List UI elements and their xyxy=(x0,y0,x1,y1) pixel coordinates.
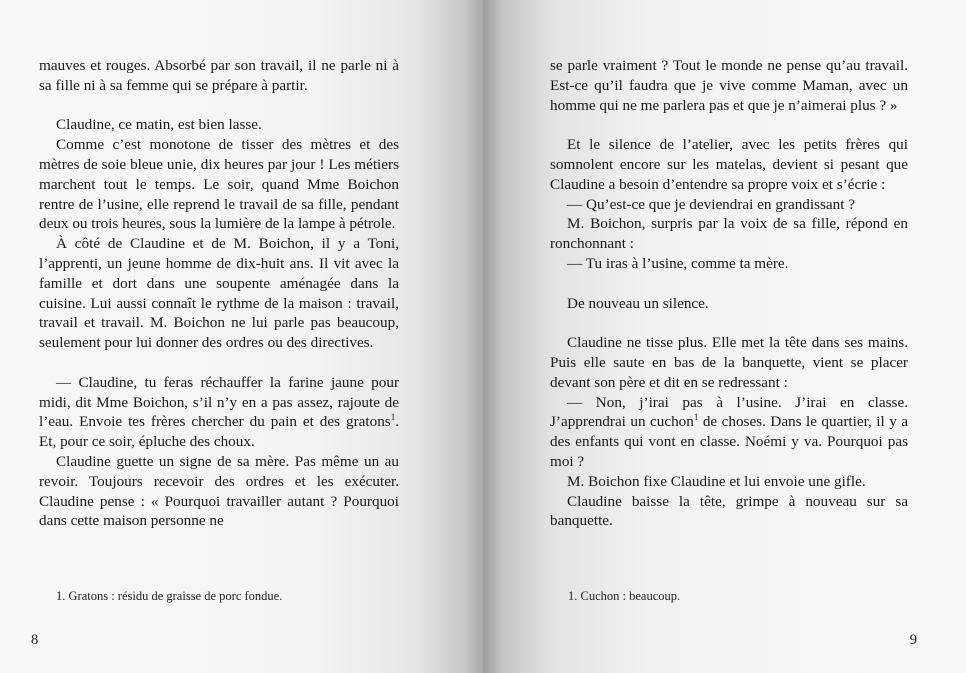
footnote: 1. Cuchon : beaucoup. xyxy=(568,589,681,603)
paragraph: Et le silence de l’atelier, avec les petits frères qui somnolent encore sur les matelas, devient si pesant que Claudine a besoin d’entendre sa propre voix et s’écrie : xyxy=(550,136,908,193)
paragraph-text: de choses. Dans le quartier, il y a des enfants qui vont en classe. Noémi y va. Pourquoi pas moi ? xyxy=(550,413,908,470)
paragraph: — Tu iras à l’usine, comme ta mère. xyxy=(567,254,789,272)
paragraph: Comme c’est monotone de tisser des mètres et des mètres de soie bleue unie, dix heures par jour ! Les métiers marchent tout le temps. Le soir, quand Mme Boichon rentre de l’usine, elle reprend le travail de sa fille, pendant deux ou trois heures, sous la lumière de la lampe à pétrole. xyxy=(39,136,399,233)
paragraph: M. Boichon fixe Claudine et lui envoie une gifle. xyxy=(567,472,866,490)
paragraph: De nouveau un silence. xyxy=(567,294,709,312)
right-page-text xyxy=(550,56,908,531)
paragraph: À côté de Claudine et de M. Boichon, il y a Toni, l’apprenti, un jeune homme de dix-huit ans. Il vit avec la famille et dort dans une soupente aménagée dans la cuisine. Lui aussi connaît le rythme de la maison : travail, travail et travail. M. Boichon ne lui parle pas beaucoup, seulement pour lui donner des ordres ou des directives. xyxy=(39,235,399,352)
paragraph: Claudine baisse la tête, grimpe à nouveau sur sa banquette. xyxy=(550,492,908,530)
paragraph: mauves et rouges. Absorbé par son travail, il ne parle ni à sa fille ni à sa femme qui se prépare à partir. xyxy=(39,57,399,94)
paragraph: Claudine guette un signe de sa mère. Pas même un au revoir. Toujours recevoir des ordres et les exécuter. Claudine pense : « Pourquoi travailler autant ? Pourquoi dans cette maison personne ne xyxy=(39,452,399,530)
paragraph-text: . Et, pour ce soir, épluche des choux. xyxy=(39,413,399,451)
page-number: 8 xyxy=(31,632,39,648)
paragraph: M. Boichon, surpris par la voix de sa fille, répond en ronchonnant : xyxy=(550,215,908,253)
paragraph-text: — Non, j’irai pas à l’usine. J’irai en classe. J’apprendrai un cuchon xyxy=(550,393,908,431)
paragraph: se parle vraiment ? Tout le monde ne pense qu’au travail. Est-ce qu’il faudra que je vive comme Maman, avec un homme qui ne me parlera pas et que je n’aimerai plus ? » xyxy=(550,57,908,114)
page-number: 9 xyxy=(909,632,917,648)
paragraph-with-note xyxy=(39,373,399,452)
paragraph-with-note xyxy=(550,393,908,472)
paragraph: Claudine, ce matin, est bien lasse. xyxy=(56,116,262,134)
paragraph: Claudine ne tisse plus. Elle met la tête dans ses mains. Puis elle saute en bas de la banquette, vient se placer devant son père et dit en se redressant : xyxy=(550,334,908,391)
right-page xyxy=(483,0,966,673)
footnote-mark: 1 xyxy=(693,412,699,423)
paragraph: — Qu’est-ce que je deviendrai en grandissant ? xyxy=(567,195,856,213)
footnote: 1. Gratons : résidu de graisse de porc fondue. xyxy=(56,589,283,603)
paragraph-text: — Claudine, tu feras réchauffer la farine jaune pour midi, dit Mme Boichon, s’il n’y en a pas assez, rajoute de l’eau. Envoie tes frères chercher du pain et des gratons xyxy=(39,373,399,431)
footnote-mark: 1 xyxy=(390,412,396,423)
left-page-text xyxy=(39,56,399,531)
